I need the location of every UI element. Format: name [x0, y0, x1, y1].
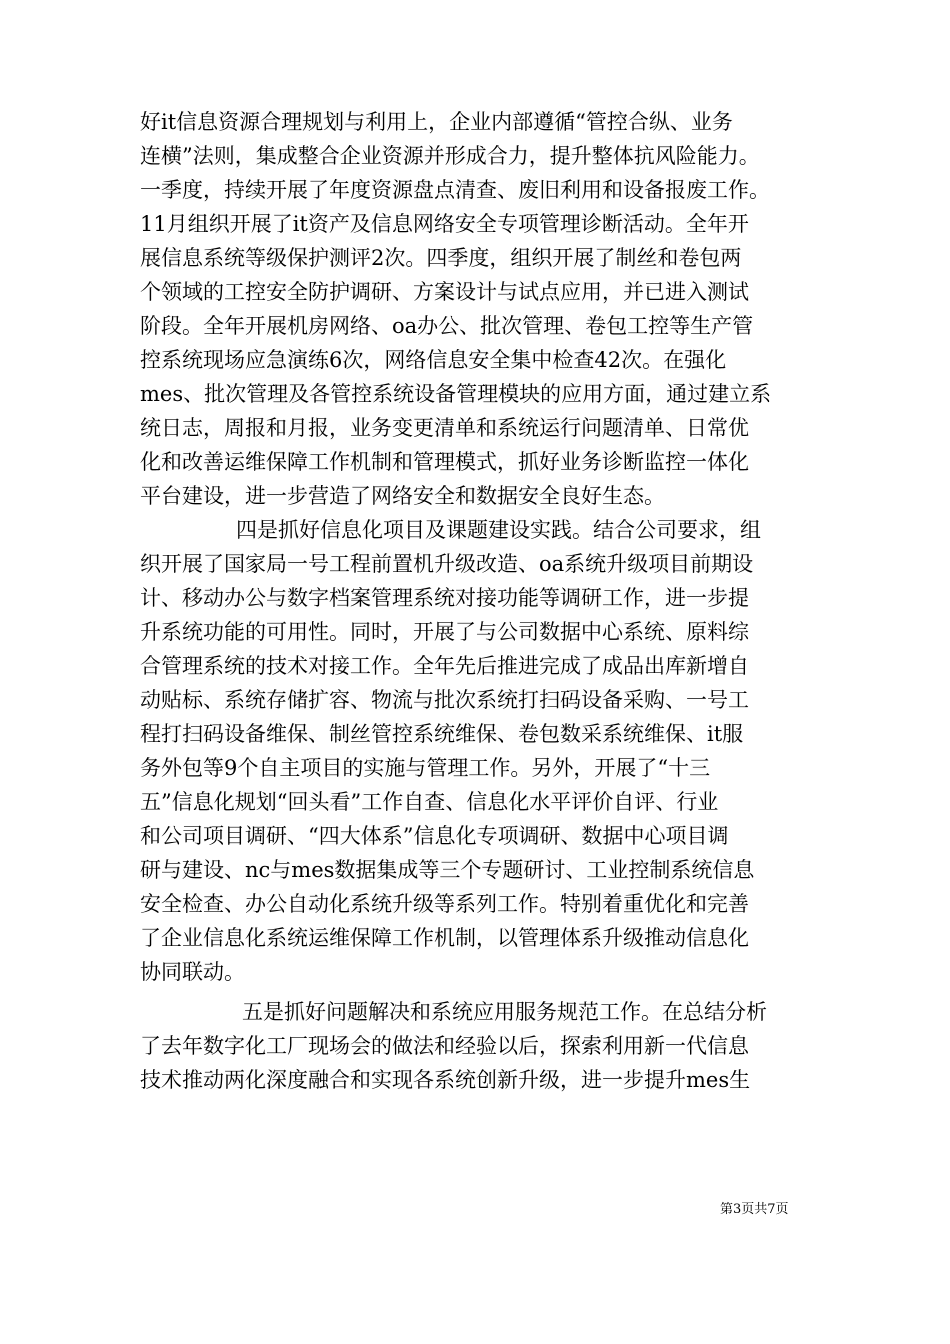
text-line: 务外包等9个自主项目的实施与管理工作。另外，开展了“十三: [140, 756, 711, 780]
text-line: 11月组织开展了it资产及信息网络安全专项管理诊断活动。全年开: [140, 212, 749, 236]
text-line: 统日志，周报和月报，业务变更清单和系统运行问题清单、日常优: [140, 416, 749, 440]
text-line: 一季度，持续开展了年度资源盘点清查、废旧利用和设备报废工作。: [140, 178, 770, 202]
text-line: 升系统功能的可用性。同时，开展了与公司数据中心系统、原料综: [140, 620, 749, 644]
text-line: 研与建设、nc与mes数据集成等三个专题研讨、工业控制系统信息: [140, 858, 755, 882]
text-line: 化和改善运维保障工作机制和管理模式，抓好业务诊断监控一体化: [140, 450, 749, 474]
text-line: 个领域的工控安全防护调研、方案设计与试点应用，并已进入测试: [140, 280, 749, 304]
text-line: 连横”法则，集成整合企业资源并形成合力，提升整体抗风险能力。: [140, 144, 760, 168]
text-line: 控系统现场应急演练6次，网络信息安全集中检查42次。在强化: [140, 348, 727, 372]
text-line: 技术推动两化深度融合和实现各系统创新升级，进一步提升mes生: [140, 1068, 751, 1092]
text-line: 平台建设，进一步营造了网络安全和数据安全良好生态。: [140, 484, 665, 508]
text-line: 好it信息资源合理规划与利用上，企业内部遵循“管控合纵、业务: [140, 110, 733, 134]
text-line: 展信息系统等级保护测评2次。四季度，组织开展了制丝和卷包两: [140, 246, 742, 270]
text-line: 五”信息化规划“回头看”工作自查、信息化水平评价自评、行业: [140, 790, 719, 814]
text-line: 阶段。全年开展机房网络、oa办公、批次管理、卷包工控等生产管: [140, 314, 754, 338]
text-line: 了企业信息化系统运维保障工作机制，以管理体系升级推动信息化: [140, 926, 749, 950]
text-line: 协同联动。: [140, 960, 245, 984]
text-line: 织开展了国家局一号工程前置机升级改造、oa系统升级项目前期设: [140, 552, 754, 576]
page-number: 第3页共7页: [720, 1202, 789, 1217]
text-line: 和公司项目调研、“四大体系”信息化专项调研、数据中心项目调: [140, 824, 729, 848]
text-line: 程打扫码设备维保、制丝管控系统维保、卷包数采系统维保、it服: [140, 722, 744, 746]
text-line: 动贴标、系统存储扩容、物流与批次系统打扫码设备采购、一号工: [140, 688, 749, 712]
paragraph-start-line: 五是抓好问题解决和系统应用服务规范工作。在总结分析: [242, 1000, 767, 1024]
text-line: 了去年数字化工厂现场会的做法和经验以后，探索利用新一代信息: [140, 1034, 749, 1058]
text-line: 计、移动办公与数字档案管理系统对接功能等调研工作，进一步提: [140, 586, 749, 610]
text-line: 合管理系统的技术对接工作。全年先后推进完成了成品出库新增自: [140, 654, 749, 678]
paragraph-start-line: 四是抓好信息化项目及课题建设实践。结合公司要求，组: [236, 518, 761, 542]
text-line: mes、批次管理及各管控系统设备管理模块的应用方面，通过建立系: [140, 382, 772, 406]
text-line: 安全检查、办公自动化系统升级等系列工作。特别着重优化和完善: [140, 892, 749, 916]
